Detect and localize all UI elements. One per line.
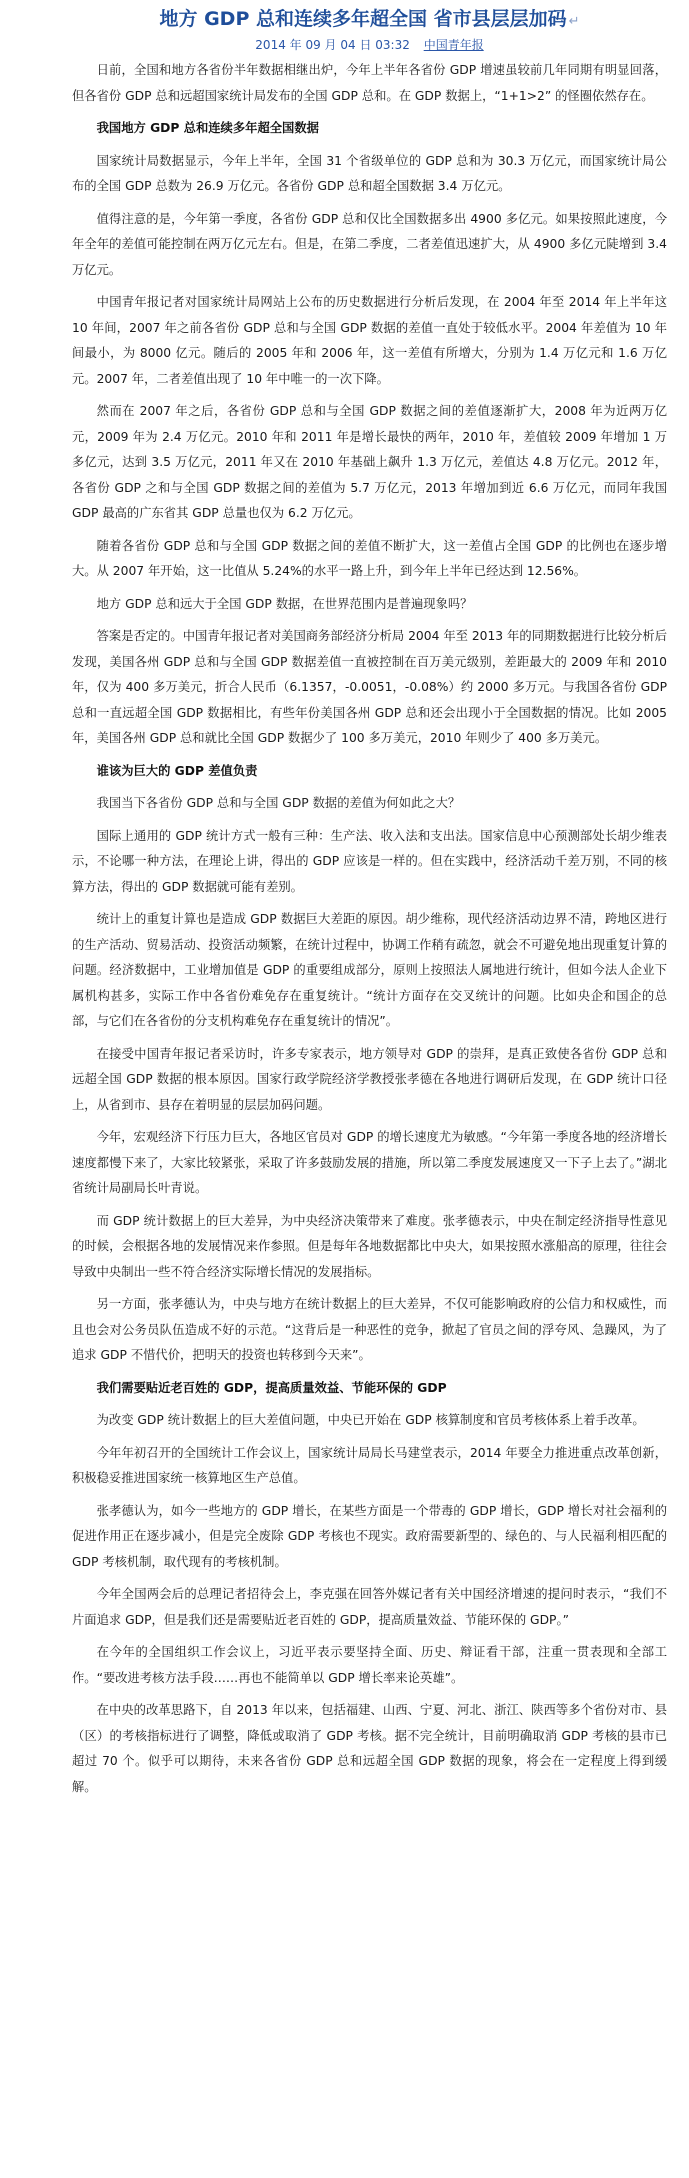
paragraph: 张孝德认为，如今一些地方的 GDP 增长，在某些方面是一个带毒的 GDP 增长，GDP 增长对社会福利的促进作用正在逐步减小，但是完全废除 GDP 考核也不现实。政府需要新型的、绿色的、与人民福利相匹配的 GDP 考核机制，取代现有的考核机制。	[72, 1503, 667, 1569]
paragraph: 统计上的重复计算也是造成 GDP 数据巨大差距的原因。胡少维称，现代经济活动边界不清，跨地区进行的生产活动、贸易活动、投资活动频繁，在统计过程中，协调工作稍有疏忽，就会不可避免地出现重复计算的问题。经济数据中，工业增加值是 GDP 的重要组成部分，原则上按照法人属地进行统计，但如今法人企业下属机构甚多，实际工作中各省份难免存在重复统计。“统计方面存在交叉统计的问题。比如央企和国企的总部，与它们在各省份的分支机构难免存在重复统计的情况”。	[72, 912, 667, 1028]
section-heading: 谁该为巨大的 GDP 差值负责	[96, 763, 258, 778]
paragraph: 随着各省份 GDP 总和与全国 GDP 数据之间的差值不断扩大，这一差值占全国 GDP 的比例也在逐步增大。从 2007 年开始，这一比值从 5.24%的水平一路上升，到今年上半年已经达到 12.56%。	[72, 538, 667, 578]
paragraph: 今年年初召开的全国统计工作会议上，国家统计局局长马建堂表示，2014 年要全力推进重点改革创新，积极稳妥推进国家统一核算地区生产总值。	[72, 1445, 667, 1485]
paragraph: 中国青年报记者对国家统计局网站上公布的历史数据进行分析后发现，在 2004 年至 2014 年上半年这 10 年间，2007 年之前各省份 GDP 总和与全国 GDP 数据的差值一直处于较低水平。2004 年差值为 10 年间最小，为 8000 亿元。随后的 2005 年和 2006 年，这一差值有所增大，分别为 1.4 万亿元和 1.6 万亿元。2007 年，二者差值出现了 10 年中唯一的一次下降。	[72, 295, 667, 386]
paragraph: 而 GDP 统计数据上的巨大差异，为中央经济决策带来了难度。张孝德表示，中央在制定经济指导性意见的时候，会根据各地的发展情况来作参照。但是每年各地数据都比中央大，如果按照水涨船高的原理，往往会导致中央制出一些不符合经济实际增长情况的发展指标。	[72, 1213, 667, 1279]
paragraph: 国家统计局数据显示，今年上半年，全国 31 个省级单位的 GDP 总和为 30.3 万亿元，而国家统计局公布的全国 GDP 总数为 26.9 万亿元。各省份 GDP 总和超全国数据 3.4 万亿元。	[72, 153, 667, 193]
paragraph: 今年，宏观经济下行压力巨大，各地区官员对 GDP 的增长速度尤为敏感。“今年第一季度各地的经济增长速度都慢下来了，大家比较紧张，采取了许多鼓励发展的措施，所以第二季度发展速度又一下子上去了。”湖北省统计局副局长叶青说。	[72, 1130, 667, 1195]
article-meta	[72, 34, 667, 58]
question-paragraph: 地方 GDP 总和远大于全国 GDP 数据，在世界范围内是普遍现象吗？	[96, 596, 473, 611]
section-heading: 我们需要贴近老百姓的 GDP，提高质量效益、节能环保的 GDP	[96, 1380, 447, 1395]
section-heading: 我国地方 GDP 总和连续多年超全国数据	[96, 121, 319, 135]
paragraph: 国际上通用的 GDP 统计方式一般有三种：生产法、收入法和支出法。国家信息中心预测部处长胡少维表示，不论哪一种方法，在理论上讲，得出的 GDP 应该是一样的。但在实践中，经济活动千差万别，不同的核算方法，得出的 GDP 数据就可能有差别。	[72, 828, 667, 894]
paragraph: 今年全国两会后的总理记者招待会上，李克强在回答外媒记者有关中国经济增速的提问时表示，“我们不片面追求 GDP，但是我们还是需要贴近老百姓的 GDP，提高质量效益、节能环保的 GDP。”	[72, 1587, 667, 1627]
paragraph: 答案是否定的。中国青年报记者对美国商务部经济分析局 2004 年至 2013 年的同期数据进行比较分析后发现，美国各州 GDP 总和与全国 GDP 数据差值一直被控制在百万美元级别，差距最大的 2009 年和 2010 年，仅为 400 多万美元，折合人民币（6.1357，-0.0051，-0.08%）约 2000 多万元。与我国各省份 GDP 总和一直远超全国 GDP 数据相比，有些年份美国各州 GDP 总和还会出现小于全国数据的情况。比如 2005 年，美国各州 GDP 总和就比全国 GDP 数据少了 100 多万美元，2010 年则少了 400 多万美元。	[72, 629, 667, 745]
source-link[interactable]: 中国青年报	[423, 38, 484, 52]
paragraph: 在接受中国青年报记者采访时，许多专家表示，地方领导对 GDP 的崇拜，是真正致使各省份 GDP 总和远超全国 GDP 数据的根本原因。国家行政学院经济学教授张孝德在各地进行调研后发现，在 GDP 统计口径上，从省到市、县存在着明显的层层加码问题。	[72, 1046, 667, 1112]
paragraph: 在中央的改革思路下，自 2013 年以来，包括福建、山西、宁夏、河北、浙江、陕西等多个省份对市、县（区）的考核指标进行了调整，降低或取消了 GDP 考核。据不完全统计，目前明确取消 GDP 考核的县市已超过 70 个。似乎可以期待，未来各省份 GDP 总和远超全国 GDP 数据的现象，将会在一定程度上得到缓解。	[72, 1703, 667, 1794]
paragraph: 日前，全国和地方各省份半年数据相继出炉，今年上半年各省份 GDP 增速虽较前几年同期有明显回落，但各省份 GDP 总和远超国家统计局发布的全国 GDP 总和。在 GDP 数据上，“1+1>2” 的怪圈依然存在。	[72, 63, 667, 103]
paragraph: 然而在 2007 年之后，各省份 GDP 总和与全国 GDP 数据之间的差值逐渐扩大，2008 年为近两万亿元，2009 年为 2.4 万亿元。2010 年和 2011 年是增长最快的两年，2010 年，差值较 2009 年增加 1 万多亿元，达到 3.5 万亿元，2011 年又在 2010 年基础上飙升 1.3 万亿元，差值达 4.8 万亿元。2012 年，各省份 GDP 之和与全国 GDP 数据之间的差值为 5.7 万亿元，2013 年增加到近 6.6 万亿元，而同年我国 GDP 最高的广东省其 GDP 总量也仅为 6.2 万亿元。	[72, 404, 667, 520]
publish-date: 2014 年 09 月 04 日 03:32	[255, 38, 410, 52]
paragraph: 另一方面，张孝德认为，中央与地方在统计数据上的巨大差异，不仅可能影响政府的公信力和权威性，而且也会对公务员队伍造成不好的示范。“这背后是一种恶性的竞争，掀起了官员之间的浮夸风、急躁风，为了追求 GDP 不惜代价，把明天的投资也转移到今天来”。	[72, 1297, 667, 1362]
article-body	[72, 58, 667, 1800]
paragraph: 值得注意的是，今年第一季度，各省份 GDP 总和仅比全国数据多出 4900 多亿元。如果按照此速度，今年全年的差值可能控制在两万亿元左右。但是，在第二季度，二者差值迅速扩大，从 4900 多亿元陡增到 3.4 万亿元。	[72, 211, 667, 277]
article-title	[72, 0, 667, 34]
question-paragraph: 我国当下各省份 GDP 总和与全国 GDP 数据的差值为何如此之大？	[96, 796, 461, 810]
paragraph: 在今年的全国组织工作会议上，习近平表示要坚持全面、历史、辩证看干部，注重一贯表现和全部工作。“要改进考核方法手段……再也不能简单以 GDP 增长率来论英雄”。	[72, 1645, 667, 1685]
return-mark-icon: ↵	[568, 14, 580, 29]
article-title-text: 地方 GDP 总和连续多年超全国 省市县层层加码	[159, 8, 567, 30]
paragraph: 为改变 GDP 统计数据上的巨大差值问题，中央已开始在 GDP 核算制度和官员考核体系上着手改革。	[96, 1413, 645, 1427]
